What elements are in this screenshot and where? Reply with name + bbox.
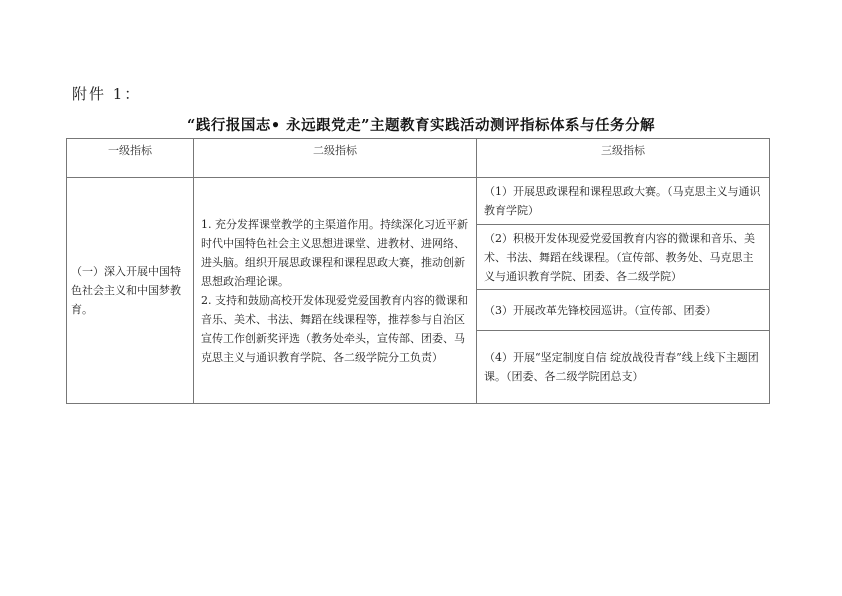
- header-level3: 三级指标: [477, 139, 770, 178]
- document-title: “践行报国志• 永远跟党走”主题教育实践活动测评指标体系与任务分解: [187, 117, 655, 134]
- level3-item-3: （3）开展改革先锋校园巡讲。（宣传部、团委）: [477, 290, 770, 331]
- level2-cell: [194, 178, 477, 404]
- header-level2: 二级指标: [194, 139, 477, 178]
- level3-item-4: （4）开展“坚定制度自信 绽放战役青春”线上线下主题团课。（团委、各二级学院团总支）: [477, 331, 770, 404]
- table-row: [67, 178, 770, 225]
- level3-item-2: （2）积极开发体现爱党爱国教育内容的微课和音乐、美术、书法、舞蹈在线课程。（宣传部、教务处、马克思主义与通识教育学院、团委、各二级学院）: [477, 225, 770, 290]
- level1-cell: （一）深入开展中国特色社会主义和中国梦教育。: [67, 178, 194, 404]
- header-level1: 一级指标: [67, 139, 194, 178]
- indicator-table: [66, 138, 770, 404]
- level2-item-1: 1. 充分发挥课堂教学的主渠道作用。持续深化习近平新时代中国特色社会主义思想进课堂、进教材、进网络、进头脑。组织开展思政课程和课程思政大赛，推动创新思想政治理论课。: [201, 217, 468, 288]
- attachment-label: 附件 1：: [72, 85, 142, 103]
- table-header-row: [67, 139, 770, 178]
- level3-item-1: （1）开展思政课程和课程思政大赛。（马克思主义与通识教育学院）: [477, 178, 770, 225]
- level2-item-2: 2. 支持和鼓励高校开发体现爱党爱国教育内容的微课和音乐、美术、书法、舞蹈在线课程等，推荐参与自治区宣传工作创新奖评选（教务处牵头，宣传部、团委、马克思主义与通识教育学院、各二级学院分工负责）: [201, 293, 468, 364]
